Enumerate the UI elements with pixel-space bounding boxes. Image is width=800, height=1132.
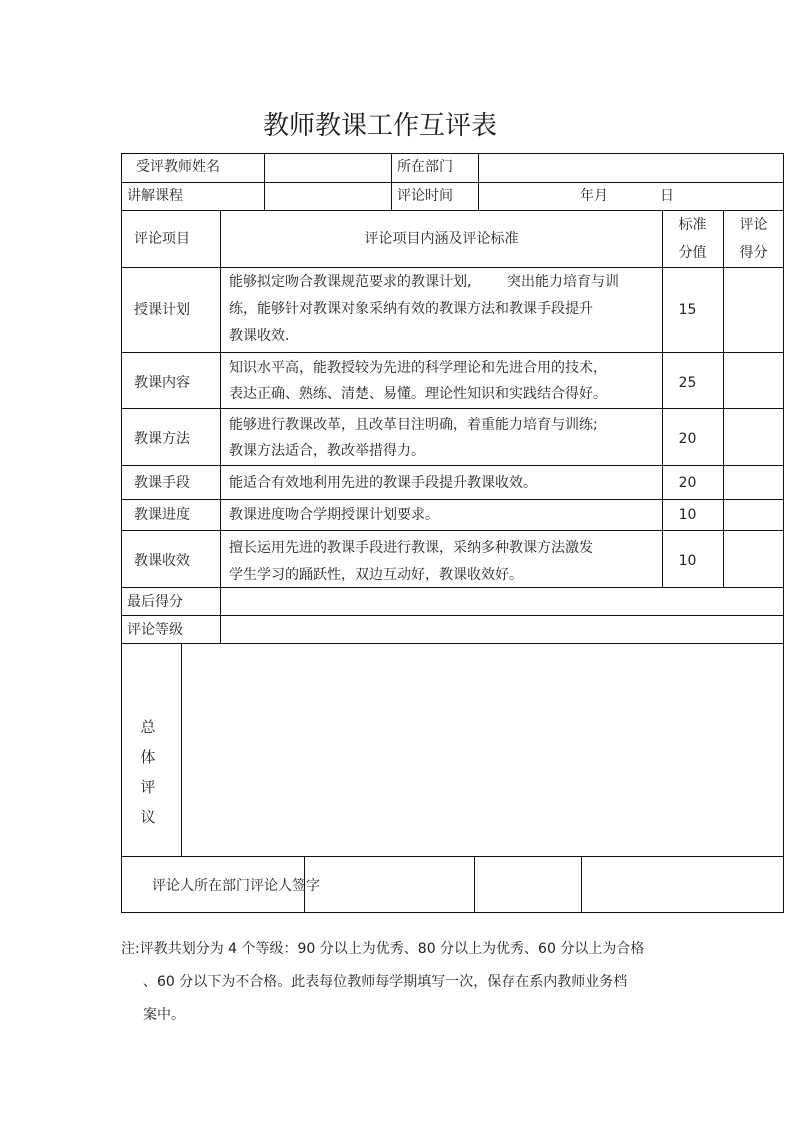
standard-value: 10 (678, 507, 697, 523)
note-line: 注:评教共划分为 4 个等级：90 分以上为优秀、80 分以上为优秀、60 分以上为合格 (121, 941, 645, 957)
final-score-label: 最后得分 (127, 594, 183, 610)
course-label: 讲解课程 (127, 188, 183, 204)
score-field[interactable] (724, 353, 782, 407)
overall-comments-field[interactable] (182, 644, 782, 855)
standard-value: 20 (678, 475, 697, 491)
standard-value: 25 (678, 375, 697, 391)
teacher-name-field[interactable] (265, 154, 390, 181)
item-label: 教课收效 (134, 553, 190, 569)
standard-value: 15 (678, 302, 697, 318)
standard-value: 10 (678, 553, 697, 569)
item-label: 教课内容 (134, 375, 190, 391)
criteria-line: 教课方法适合，教改举措得力。 (229, 443, 425, 459)
department-signature-field[interactable] (305, 857, 473, 911)
score-field[interactable] (724, 466, 782, 498)
criteria-line: 表达正确、熟练、清楚、易懂。理论性知识和实践结合得好。 (229, 386, 607, 402)
column-standard-header-line1: 标准 (678, 217, 707, 233)
criteria-line: 能适合有效地利用先进的教课手段提升教课收效。 (229, 475, 537, 491)
score-field[interactable] (724, 268, 782, 351)
note-line: 、60 分以下为不合格。此表每位教师每学期填写一次，保存在系内教师业务档 (143, 974, 628, 990)
overall-comments-label (138, 712, 158, 832)
criteria-line: 教课进度吻合学期授课计划要求。 (229, 507, 439, 523)
score-field[interactable] (724, 531, 782, 586)
column-standard-header-line2: 分值 (678, 245, 707, 261)
final-score-field[interactable] (221, 588, 782, 614)
year-month-text[interactable]: 年月 (580, 188, 608, 204)
column-criteria-header: 评论项目内涵及评论标准 (364, 231, 519, 247)
column-score-header-line2: 得分 (739, 245, 768, 261)
note-line: 案中。 (143, 1007, 185, 1023)
eval-time-label: 评论时间 (397, 188, 453, 204)
criteria-line: 教课收效. (229, 328, 290, 344)
score-field[interactable] (724, 409, 782, 464)
signature-label: 评论人所在部门评论人签字 (152, 878, 320, 894)
overall-char: 体 (140, 748, 156, 766)
department-label: 所在部门 (397, 159, 453, 175)
column-score-header-line1: 评论 (739, 217, 768, 233)
day-text[interactable]: 日 (660, 188, 674, 204)
criteria-line: 知识水平高，能教授较为先进的科学理论和先进合用的技术， (229, 360, 607, 376)
form-title: 教师教课工作互评表 (262, 111, 497, 141)
signature-date-field[interactable] (582, 857, 782, 911)
criteria-line: 能够进行教课改革，且改革目注明确，着重能力培育与训练; (229, 417, 598, 433)
criteria-line: 学生学习的踊跃性，双边互动好，教课收效好。 (229, 567, 523, 583)
note-section (121, 933, 681, 1032)
item-label: 教课手段 (134, 475, 190, 491)
grade-label: 评论等级 (127, 622, 183, 638)
grade-field[interactable] (221, 616, 782, 642)
signature-field[interactable] (475, 857, 580, 911)
column-item-header: 评论项目 (134, 231, 190, 247)
overall-char: 总 (140, 718, 156, 736)
item-label: 教课方法 (134, 431, 190, 447)
teacher-name-label: 受评教师姓名 (136, 159, 220, 175)
standard-value: 20 (678, 431, 697, 447)
overall-char: 评 (140, 778, 156, 796)
course-field[interactable] (265, 183, 390, 210)
criteria-line: 擅长运用先进的教课手段进行教课，采纳多种教课方法激发 (229, 540, 593, 556)
criteria-line: 练，能够针对教课对象采纳有效的教课方法和教课手段提升 (229, 301, 593, 317)
item-label: 教课进度 (134, 507, 190, 523)
overall-char: 议 (140, 808, 156, 826)
item-label: 授课计划 (134, 302, 190, 318)
score-field[interactable] (724, 500, 782, 529)
department-field[interactable] (479, 154, 782, 181)
criteria-line: 能够拟定吻合教课规范要求的教课计划, 突出能力培育与训 (229, 274, 620, 290)
